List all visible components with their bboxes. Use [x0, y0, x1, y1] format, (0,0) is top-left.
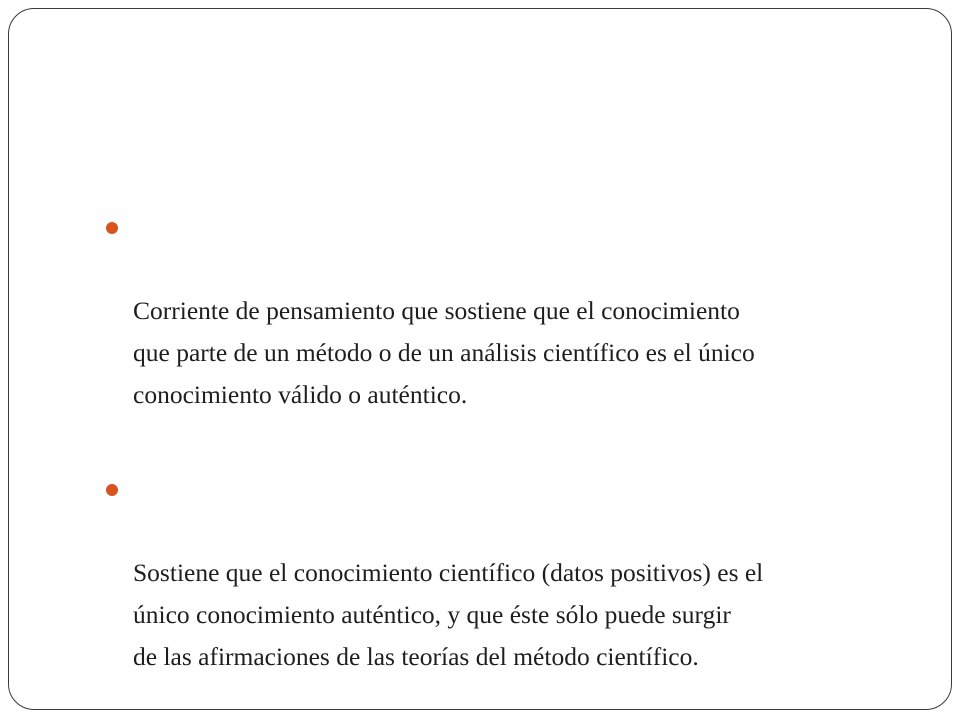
- bullet-item-1: [104, 206, 904, 416]
- bullet-text-1: Corriente de pensamiento que sostiene que el conocimiento que parte de un método o de un análisis científico es el único conocimiento válido o auténtico.: [133, 296, 755, 409]
- bullet-item-2: [104, 468, 904, 678]
- bullet-text-2: Sostiene que el conocimiento científico (datos positivos) es el único conocimiento auténtico, y que éste sólo puede surgir de las afirmaciones de las teorías del método científico.: [133, 558, 764, 671]
- bullet-dot-icon: [106, 484, 118, 496]
- bullet-list: [104, 206, 904, 678]
- bullet-dot-icon: [106, 222, 118, 234]
